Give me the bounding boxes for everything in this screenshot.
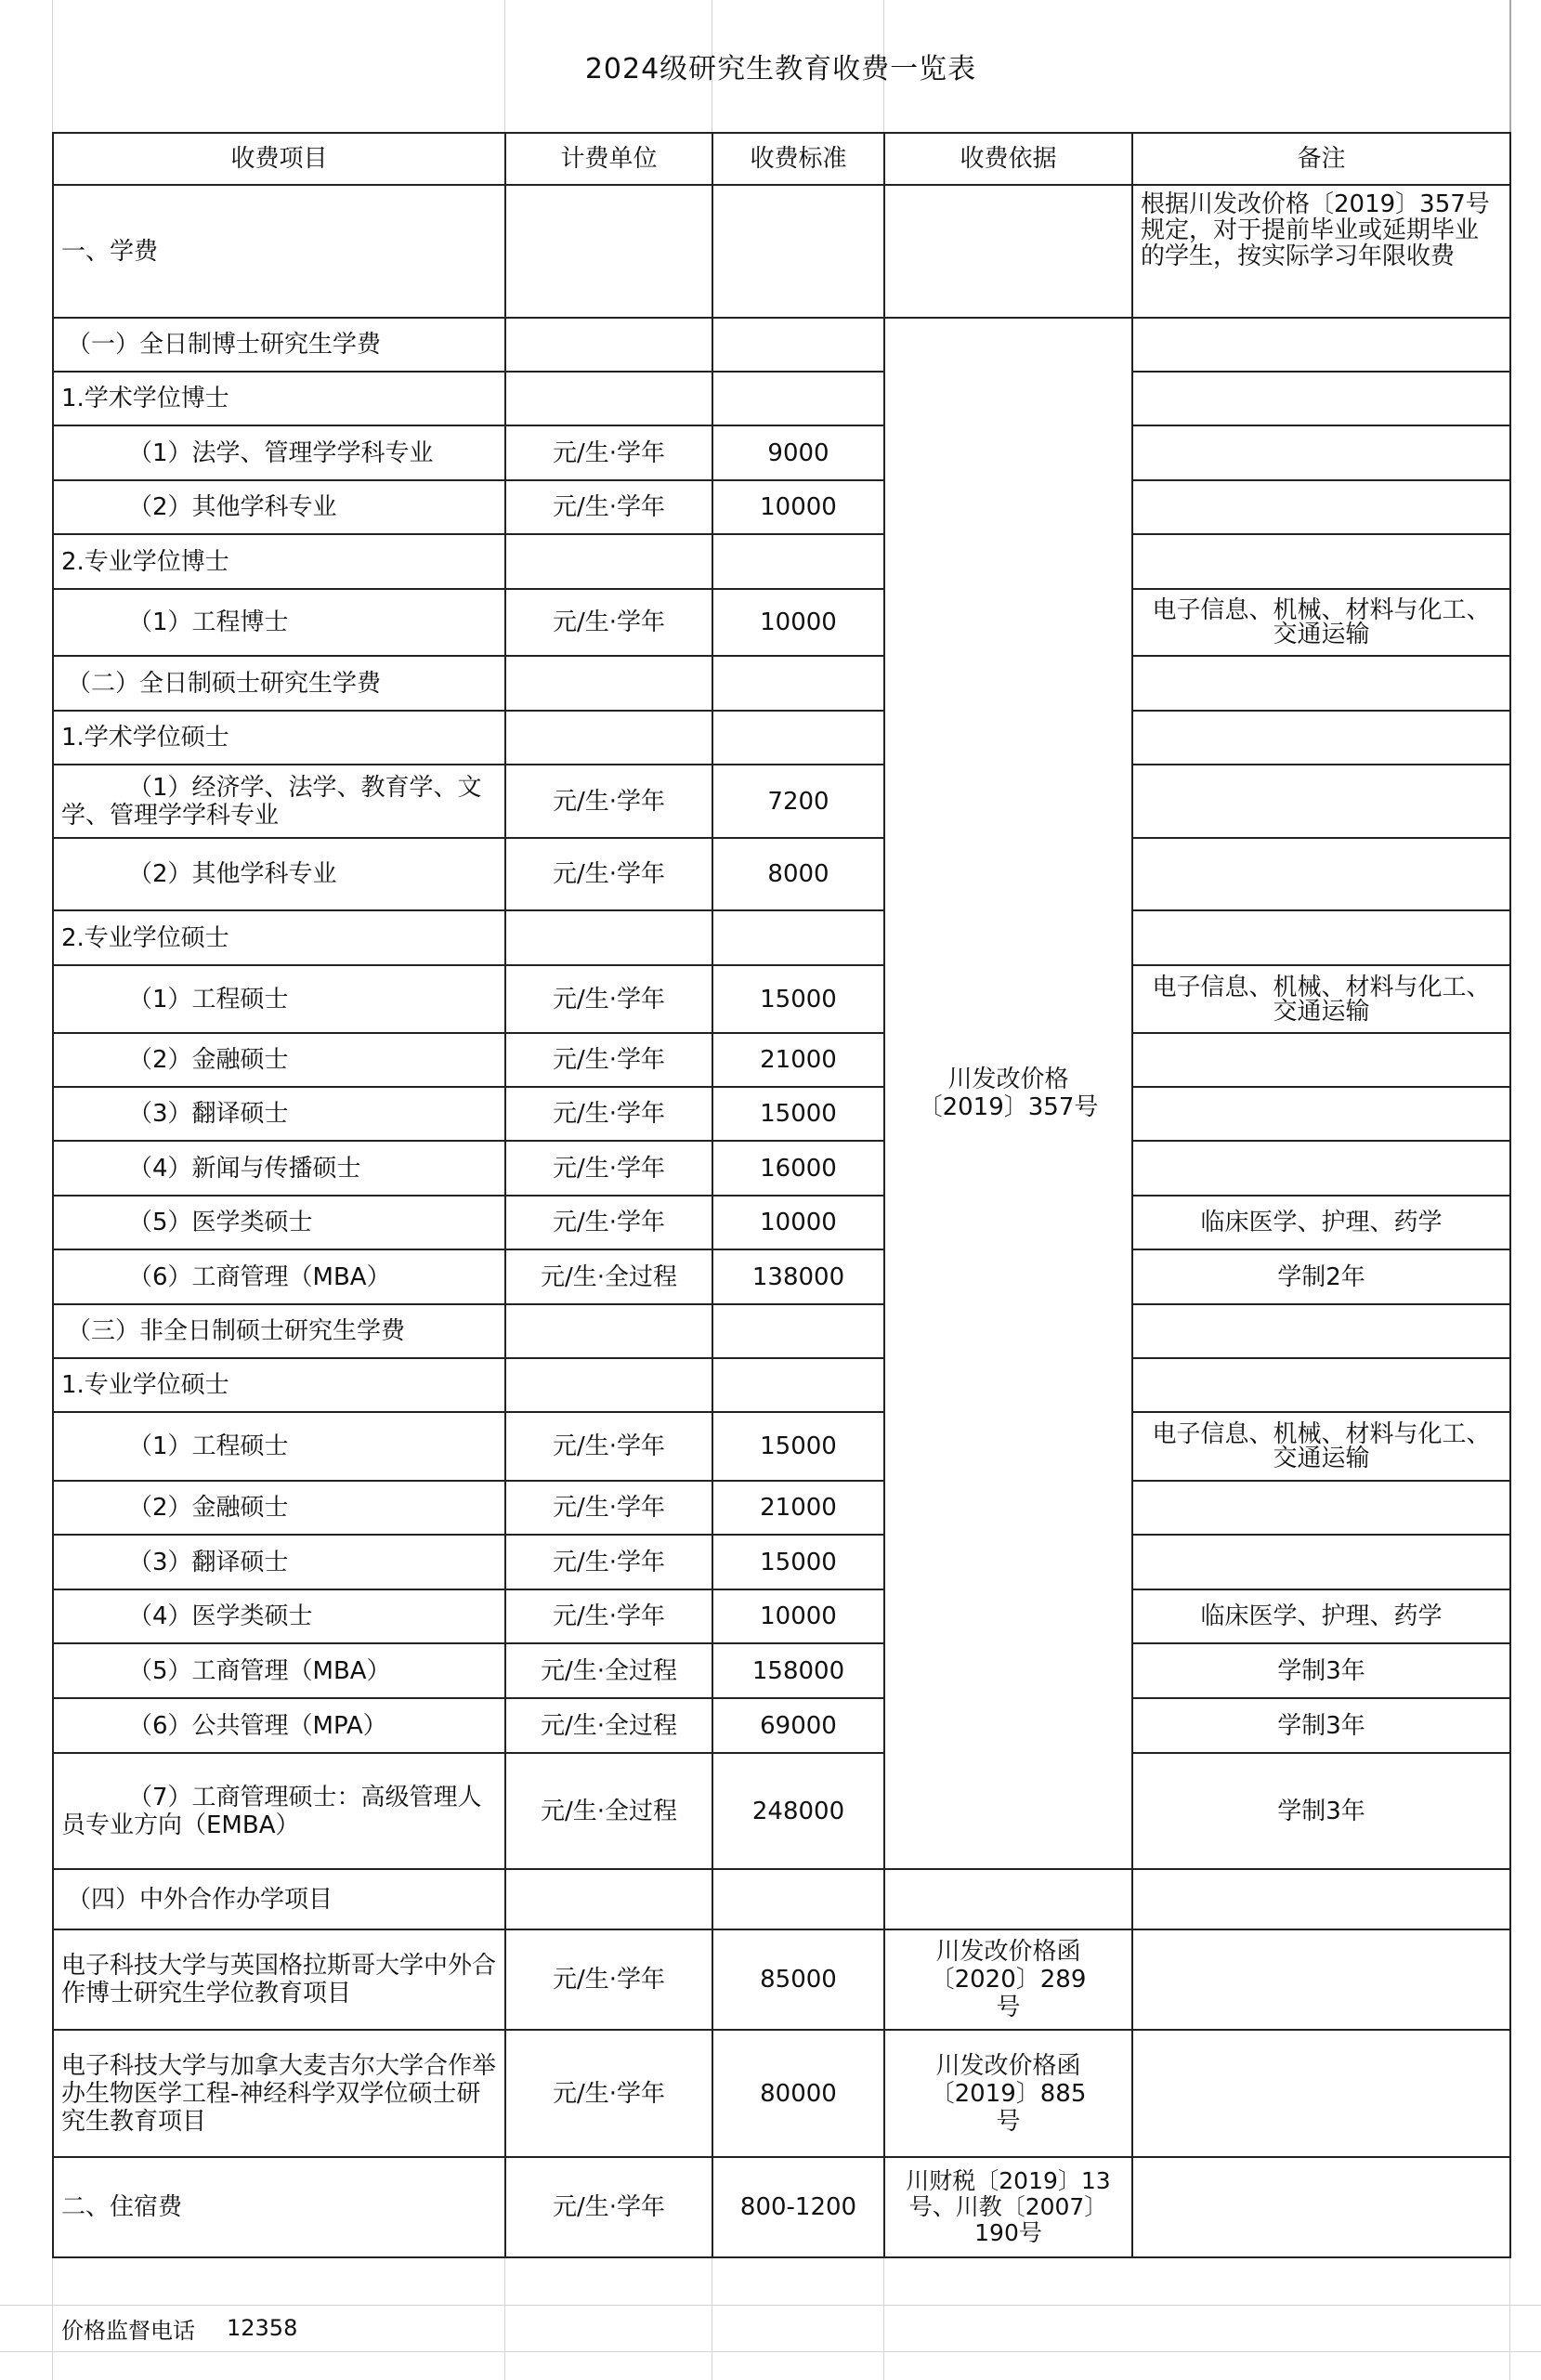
cell-item: （5）医学类硕士 [53, 1196, 505, 1249]
cell-unit: 元/生·学年 [505, 1196, 712, 1249]
cell-note: 学制3年 [1132, 1753, 1510, 1869]
cell-note [1132, 372, 1510, 425]
cell-unit: 元/生·全过程 [505, 1249, 712, 1304]
cell-standard: 138000 [712, 1249, 884, 1304]
cell-standard [712, 534, 884, 589]
cell-standard: 10000 [712, 1196, 884, 1249]
cell-note: 临床医学、护理、药学 [1132, 1196, 1510, 1249]
cell-unit: 元/生·学年 [505, 480, 712, 534]
cell-item: 2.专业学位硕士 [53, 910, 505, 965]
cell-unit [505, 318, 712, 372]
table-row [53, 1643, 1510, 1698]
table-row [53, 1358, 1510, 1412]
cell-standard: 10000 [712, 480, 884, 534]
cell-standard: 15000 [712, 1535, 884, 1589]
table-row [53, 765, 1510, 838]
cell-basis-merged: 川发改价格〔2019〕357号 [884, 318, 1132, 1869]
cell-note [1132, 1481, 1510, 1535]
cell-unit: 元/生·学年 [505, 1412, 712, 1481]
table-row [53, 965, 1510, 1033]
cell-note [1132, 1929, 1510, 2030]
cell-note [1132, 2157, 1510, 2257]
cell-unit [505, 1869, 712, 1929]
table-row [53, 838, 1510, 910]
cell-note [1132, 425, 1510, 480]
cell-unit: 元/生·学年 [505, 1481, 712, 1535]
table-row [53, 2030, 1510, 2157]
table-row [53, 910, 1510, 965]
cell-standard: 85000 [712, 1929, 884, 2030]
cell-note: 电子信息、机械、材料与化工、交通运输 [1132, 589, 1510, 656]
cell-standard: 15000 [712, 965, 884, 1033]
cell-note [1132, 1358, 1510, 1412]
cell-unit: 元/生·学年 [505, 2157, 712, 2257]
cell-standard: 10000 [712, 1589, 884, 1643]
cell-unit: 元/生·学年 [505, 589, 712, 656]
cell-standard [712, 185, 884, 318]
cell-unit: 元/生·学年 [505, 1535, 712, 1589]
cell-standard: 15000 [712, 1087, 884, 1141]
col-header-unit: 计费单位 [505, 133, 712, 185]
cell-unit: 元/生·全过程 [505, 1753, 712, 1869]
cell-standard: 16000 [712, 1141, 884, 1196]
table-row [53, 1196, 1510, 1249]
table-row [53, 1698, 1510, 1753]
cell-item: （4）新闻与传播硕士 [53, 1141, 505, 1196]
cell-standard [712, 372, 884, 425]
col-header-note: 备注 [1132, 133, 1510, 185]
cell-unit: 元/生·学年 [505, 765, 712, 838]
table-row [53, 656, 1510, 711]
cell-unit: 元/生·学年 [505, 965, 712, 1033]
cell-note [1132, 711, 1510, 765]
cell-note [1132, 318, 1510, 372]
cell-unit [505, 711, 712, 765]
cell-note [1132, 1869, 1510, 1929]
table-row [53, 1249, 1510, 1304]
table-row [53, 1412, 1510, 1481]
cell-standard: 7200 [712, 765, 884, 838]
cell-unit [505, 534, 712, 589]
cell-item: （6）公共管理（MPA） [53, 1698, 505, 1753]
cell-standard: 800-1200 [712, 2157, 884, 2257]
cell-standard [712, 318, 884, 372]
cell-item: （1）法学、管理学学科专业 [53, 425, 505, 480]
cell-item: （三）非全日制硕士研究生学费 [53, 1304, 505, 1358]
cell-standard: 9000 [712, 425, 884, 480]
cell-note [1132, 1033, 1510, 1087]
cell-standard: 80000 [712, 2030, 884, 2157]
cell-note: 学制3年 [1132, 1643, 1510, 1698]
table-row [53, 711, 1510, 765]
cell-standard: 69000 [712, 1698, 884, 1753]
cell-item: （5）工商管理（MBA） [53, 1643, 505, 1698]
cell-note [1132, 1141, 1510, 1196]
table-row [53, 480, 1510, 534]
cell-unit [505, 910, 712, 965]
cell-item: 一、学费 [53, 185, 505, 318]
cell-standard: 21000 [712, 1033, 884, 1087]
cell-unit: 元/生·全过程 [505, 1698, 712, 1753]
cell-unit [505, 656, 712, 711]
cell-item: （1）经济学、法学、教育学、文学、管理学学科专业 [53, 765, 505, 838]
cell-note [1132, 910, 1510, 965]
cell-standard: 248000 [712, 1753, 884, 1869]
cell-unit: 元/生·学年 [505, 838, 712, 910]
table-row [53, 1304, 1510, 1358]
cell-note [1132, 480, 1510, 534]
cell-standard [712, 1304, 884, 1358]
cell-item: （1）工程博士 [53, 589, 505, 656]
table-row [53, 534, 1510, 589]
cell-note: 学制2年 [1132, 1249, 1510, 1304]
table-row [53, 1929, 1510, 2030]
col-header-standard: 收费标准 [712, 133, 884, 185]
cell-item: （2）金融硕士 [53, 1481, 505, 1535]
cell-standard [712, 1358, 884, 1412]
cell-item: （7）工商管理硕士：高级管理人员专业方向（EMBA） [53, 1753, 505, 1869]
price-hotline [61, 2305, 297, 2351]
cell-standard: 21000 [712, 1481, 884, 1535]
cell-note [1132, 1535, 1510, 1589]
table-row [53, 318, 1510, 372]
cell-item: （3）翻译硕士 [53, 1087, 505, 1141]
cell-unit: 元/生·学年 [505, 1589, 712, 1643]
cell-unit: 元/生·学年 [505, 1929, 712, 2030]
cell-basis: 川发改价格函〔2020〕289号 [884, 1929, 1132, 2030]
cell-basis [884, 1869, 1132, 1929]
cell-item: 电子科技大学与英国格拉斯哥大学中外合作博士研究生学位教育项目 [53, 1929, 505, 2030]
cell-note [1132, 838, 1510, 910]
cell-item: 二、住宿费 [53, 2157, 505, 2257]
cell-item: （四）中外合作办学项目 [53, 1869, 505, 1929]
table-row [53, 372, 1510, 425]
cell-standard: 10000 [712, 589, 884, 656]
table-row-section [53, 1869, 1510, 1929]
cell-item: 2.专业学位博士 [53, 534, 505, 589]
cell-unit [505, 1304, 712, 1358]
cell-item: 1.学术学位硕士 [53, 711, 505, 765]
cell-standard: 158000 [712, 1643, 884, 1698]
cell-unit: 元/生·学年 [505, 1087, 712, 1141]
cell-note [1132, 1304, 1510, 1358]
cell-item: （2）其他学科专业 [53, 480, 505, 534]
table-row [53, 1753, 1510, 1869]
cell-item: 1.学术学位博士 [53, 372, 505, 425]
cell-note: 根据川发改价格〔2019〕357号规定，对于提前毕业或延期毕业的学生，按实际学习年限收费 [1132, 185, 1510, 318]
table-row [53, 1589, 1510, 1643]
cell-unit: 元/生·学年 [505, 1033, 712, 1087]
cell-note [1132, 1087, 1510, 1141]
cell-item: 1.专业学位硕士 [53, 1358, 505, 1412]
cell-unit: 元/生·学年 [505, 1141, 712, 1196]
cell-note: 电子信息、机械、材料与化工、交通运输 [1132, 965, 1510, 1033]
cell-unit [505, 372, 712, 425]
cell-unit: 元/生·学年 [505, 2030, 712, 2157]
table-row-tuition [53, 185, 1510, 318]
sheet-title: 2024级研究生教育收费一览表 [52, 0, 1511, 132]
col-header-basis: 收费依据 [884, 133, 1132, 185]
cell-standard [712, 656, 884, 711]
cell-item: （4）医学类硕士 [53, 1589, 505, 1643]
cell-item: （2）其他学科专业 [53, 838, 505, 910]
table-row [53, 1481, 1510, 1535]
cell-unit: 元/生·全过程 [505, 1643, 712, 1698]
cell-unit [505, 1358, 712, 1412]
cell-item: （二）全日制硕士研究生学费 [53, 656, 505, 711]
cell-note [1132, 534, 1510, 589]
fee-table [52, 132, 1511, 2258]
cell-unit [505, 185, 712, 318]
cell-note: 学制3年 [1132, 1698, 1510, 1753]
cell-standard [712, 711, 884, 765]
table-row [53, 1087, 1510, 1141]
cell-note [1132, 2030, 1510, 2157]
cell-standard [712, 910, 884, 965]
table-row-accommodation [53, 2157, 1510, 2257]
table-row [53, 1033, 1510, 1087]
cell-unit: 元/生·学年 [505, 425, 712, 480]
cell-basis: 川财税〔2019〕13号、川教〔2007〕190号 [884, 2157, 1132, 2257]
table-row [53, 425, 1510, 480]
cell-basis [884, 185, 1132, 318]
cell-item: （2）金融硕士 [53, 1033, 505, 1087]
cell-item: （1）工程硕士 [53, 965, 505, 1033]
cell-standard: 15000 [712, 1412, 884, 1481]
col-header-item: 收费项目 [53, 133, 505, 185]
cell-note [1132, 656, 1510, 711]
cell-item: 电子科技大学与加拿大麦吉尔大学合作举办生物医学工程-神经科学双学位硕士研究生教育项目 [53, 2030, 505, 2157]
table-row [53, 589, 1510, 656]
table-header-row [53, 133, 1510, 185]
cell-basis: 川发改价格函〔2019〕885号 [884, 2030, 1132, 2157]
table-row [53, 1141, 1510, 1196]
cell-note: 临床医学、护理、药学 [1132, 1589, 1510, 1643]
hotline-number: 12358 [227, 2315, 298, 2341]
table-row [53, 1535, 1510, 1589]
cell-item: （1）工程硕士 [53, 1412, 505, 1481]
cell-note: 电子信息、机械、材料与化工、交通运输 [1132, 1412, 1510, 1481]
cell-note [1132, 765, 1510, 838]
cell-item: （3）翻译硕士 [53, 1535, 505, 1589]
cell-standard: 8000 [712, 838, 884, 910]
cell-item: （一）全日制博士研究生学费 [53, 318, 505, 372]
cell-item: （6）工商管理（MBA） [53, 1249, 505, 1304]
cell-standard [712, 1869, 884, 1929]
hotline-label: 价格监督电话 [61, 2317, 195, 2344]
